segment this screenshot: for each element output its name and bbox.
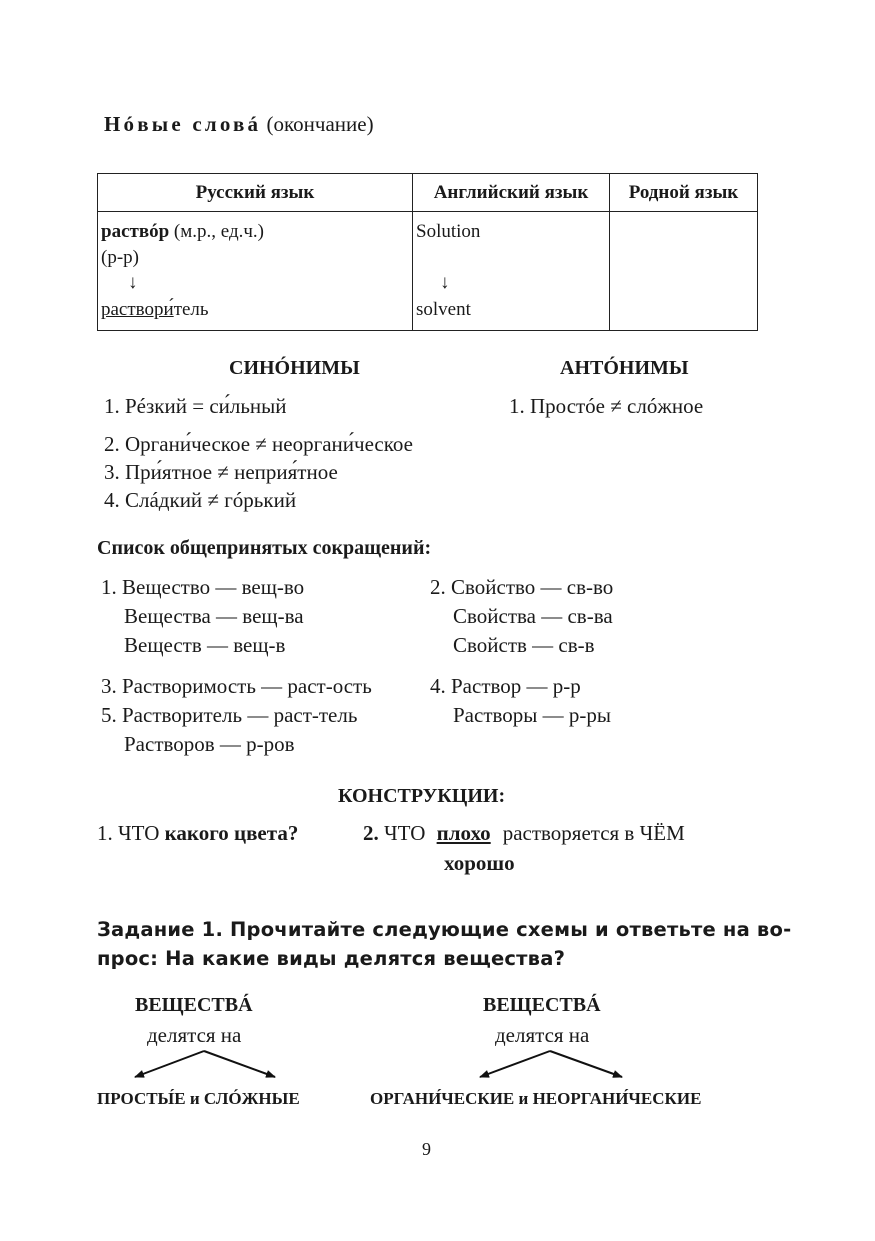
title-suffix: (окончание) <box>261 112 374 136</box>
scheme-left-arrows <box>135 1051 275 1077</box>
construction-2: 2. ЧТО плохо растворяется в ЧЁМ <box>363 821 685 845</box>
abbr-item: 2. Свойство — св-во <box>430 575 614 599</box>
header-english: Английский язык <box>413 174 610 212</box>
pair-item: 2. Органи́ческое ≠ неоргани́ческое <box>104 432 413 456</box>
abbr-item: 1. Вещество — вещ-во <box>101 575 305 599</box>
pair-item: 3. При́ятное ≠ неприя́тное <box>104 460 338 484</box>
abbr-item: Вещества — вещ-ва <box>124 604 304 628</box>
construction-2-bad: плохо <box>436 821 491 845</box>
scheme-left-top: ВЕЩЕСТВÁ <box>135 994 253 1016</box>
russian-grammar: (м.р., ед.ч.) <box>169 221 265 242</box>
abbr-item: Растворы — р-ры <box>453 703 611 727</box>
antonyms-heading: АНТÓНИМЫ <box>560 357 689 379</box>
synonym-item: 1. Рéзкий = си́льный <box>104 394 287 418</box>
arrow-icon <box>550 1051 622 1077</box>
title-new-words: Нóвые словá <box>104 112 262 136</box>
russian-word: раствóр <box>101 221 170 242</box>
construction-1-question: какого цвета? <box>164 821 299 845</box>
scheme-right-top: ВЕЩЕСТВÁ <box>483 994 601 1016</box>
scheme-right-bottom: ОРГАНИ́ЧЕСКИЕ и НЕОРГАНИ́ЧЕСКИЕ <box>370 1089 702 1108</box>
scheme-left-middle: делятся на <box>147 1023 242 1047</box>
russian-derived-suffix: тель <box>173 299 209 320</box>
arrow-icon <box>204 1051 275 1077</box>
scheme-right-arrows <box>480 1051 622 1077</box>
abbr-item: Свойств — св-в <box>453 633 595 657</box>
constructions-heading: КОНСТРУКЦИИ: <box>338 785 506 807</box>
task-line-2: прос: На какие виды делятся вещества? <box>97 947 566 970</box>
construction-2-good: хорошо <box>444 851 515 875</box>
arrow-icon <box>135 1051 204 1077</box>
scheme-right-middle: делятся на <box>495 1023 590 1047</box>
down-arrow-icon: ↓ <box>128 272 138 293</box>
abbr-item: Свойства — св-ва <box>453 604 613 628</box>
pair-item: 4. Слáдкий ≠ гóрький <box>104 488 297 512</box>
abbr-item: 5. Растворитель — раст-тель <box>101 703 358 727</box>
header-native: Родной язык <box>610 174 758 212</box>
down-arrow-icon: ↓ <box>440 272 450 293</box>
abbr-item: 4. Раствор — р-р <box>430 674 581 698</box>
abbreviations-heading: Список общепринятых сокращений: <box>97 537 432 559</box>
synonyms-heading: СИНÓНИМЫ <box>229 357 360 379</box>
russian-derived-root: раствори́ <box>101 299 174 320</box>
abbr-item: Веществ — вещ-в <box>124 633 286 657</box>
arrow-icon <box>480 1051 550 1077</box>
page-number: 9 <box>422 1139 431 1159</box>
english-word: Solution <box>416 221 481 242</box>
scheme-left-bottom: ПРОСТЫ́Е и СЛÓЖНЫЕ <box>97 1089 300 1108</box>
abbr-item: 3. Растворимость — раст-ость <box>101 674 372 698</box>
header-russian: Русский язык <box>98 174 413 212</box>
task-line-1: Задание 1. Прочитайте следующие схемы и ответьте на во- <box>97 918 792 941</box>
english-derived: solvent <box>416 299 471 320</box>
russian-abbr: (р-р) <box>101 247 139 268</box>
construction-1: 1. ЧТО какого цвета? <box>97 821 299 845</box>
abbr-item: Растворов — р-ров <box>124 732 295 756</box>
antonym-item: 1. Простóе ≠ слóжное <box>509 394 704 418</box>
